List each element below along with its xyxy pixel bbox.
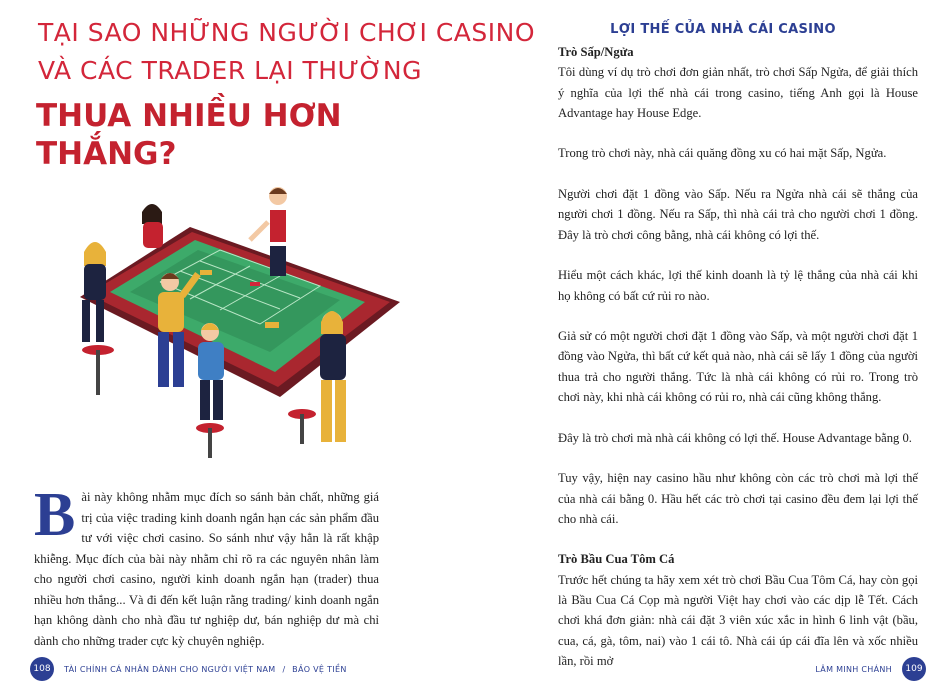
subhead-sap-ngua: Trò Sấp/Ngửa <box>558 45 634 59</box>
title-big-2: THẮNG? <box>36 136 177 172</box>
paragraph-1: Tôi dùng ví dụ trò chơi đơn giản nhất, trò chơi Sấp Ngửa, để giải thích ý nghĩa của lợi thế nhà cái trong casino, tiếng Anh gọi là House Advantage hay House Edge. <box>558 65 918 120</box>
page-number-left: 108 <box>30 657 54 681</box>
right-footer <box>815 657 926 681</box>
casino-table-illustration <box>70 182 410 467</box>
left-footer <box>30 657 347 681</box>
paragraph-4: Hiểu một cách khác, lợi thế kinh doanh là tỷ lệ thắng của nhà cái khi họ không có bất cứ rủi ro nào. <box>558 268 918 303</box>
drop-cap: B <box>34 481 76 549</box>
paragraph-5: Giả sử có một người chơi đặt 1 đồng vào Sấp, và một người chơi đặt 1 đồng vào Ngửa, thì bất cứ kết quả nào, nhà cái sẽ lấy 1 đồng của người thua trả cho người thắng. Tức là nhà cái không có rủi ro. Trong trò chơi này, khi nhà cái không có rủi ro, nhà cái cũng không thắng. <box>558 329 918 405</box>
footer-section: BẢO VỆ TIỀN <box>292 664 347 674</box>
paragraph-2: Trong trò chơi này, nhà cái quăng đồng xu có hai mặt Sấp, Ngửa. <box>558 146 887 161</box>
footer-book-title: TÀI CHÍNH CÁ NHÂN DÀNH CHO NGƯỜI VIỆT NAM <box>64 664 276 674</box>
right-page <box>475 0 950 697</box>
paragraph-3: Người chơi đặt 1 đồng vào Sấp. Nếu ra Ngửa nhà cái sẽ thắng của người chơi 1 đồng. Nếu ra Sấp, thì nhà cái trả cho người chơi 1 đồng. Đây là trò chơi công bằng, nhà cái không có lợi thế. <box>558 187 918 242</box>
section-heading: LỢI THẾ CỦA NHÀ CÁI CASINO <box>610 22 836 37</box>
paragraph-6: Đây là trò chơi mà nhà cái không có lợi thế. House Advantage bằng 0. <box>558 430 912 445</box>
footer-author: LÂM MINH CHÁNH <box>815 664 892 674</box>
intro-paragraph <box>34 481 379 651</box>
intro-text: ài này không nhằm mục đích so sánh bản chất, những giá trị của việc trading kinh doanh ngắn hạn các sản phẩm đầu tư với việc chơi casino. So sánh như vậy hẳn là rất khập khiễng. Mục đích của bài này nhằm chỉ rõ ra các nguyên nhân làm cho người chơi casino, người kinh doanh ngắn hạn (trader) thua nhiều hơn thắng... Và đi đến kết luận rằng trading/ kinh doanh ngắn hạn không dành cho nhà đầu tư nghiệp dư, bán nghiệp dư mà chỉ dành cho những trader cực kỳ chuyên nghiệp. <box>34 490 379 648</box>
footer-separator: / <box>282 664 286 674</box>
right-body <box>558 42 918 671</box>
paragraph-7: Tuy vậy, hiện nay casino hầu như không còn các trò chơi mà lợi thế của nhà cái bằng 0. Hầu hết các trò chơi tại casino đều đem lại lợi thế cho nhà cái. <box>558 471 918 526</box>
title-big-1: THUA NHIỀU HƠN <box>36 98 342 134</box>
title-line-1: TẠI SAO NHỮNG NGƯỜI CHƠI CASINO <box>38 18 536 47</box>
paragraph-8: Trước hết chúng ta hãy xem xét trò chơi Bầu Cua Tôm Cá, hay còn gọi là Bầu Cua Cá Cọp mà người Việt hay chơi vào các dịp lễ Tết. Cách chơi khá đơn giản: nhà cái đặt 3 viên xúc xắc in hình 6 linh vật (bầu, cua, cá, gà, tôm, nai) vào 1 cái tô. Nhà cái úp cái đĩa lên và xốc nhiều lần, rồi mở <box>558 572 918 668</box>
subhead-bau-cua: Trò Bầu Cua Tôm Cá <box>558 552 675 567</box>
page-number-right: 109 <box>902 657 926 681</box>
title-line-2: VÀ CÁC TRADER LẠI THƯỜNG <box>38 56 422 85</box>
